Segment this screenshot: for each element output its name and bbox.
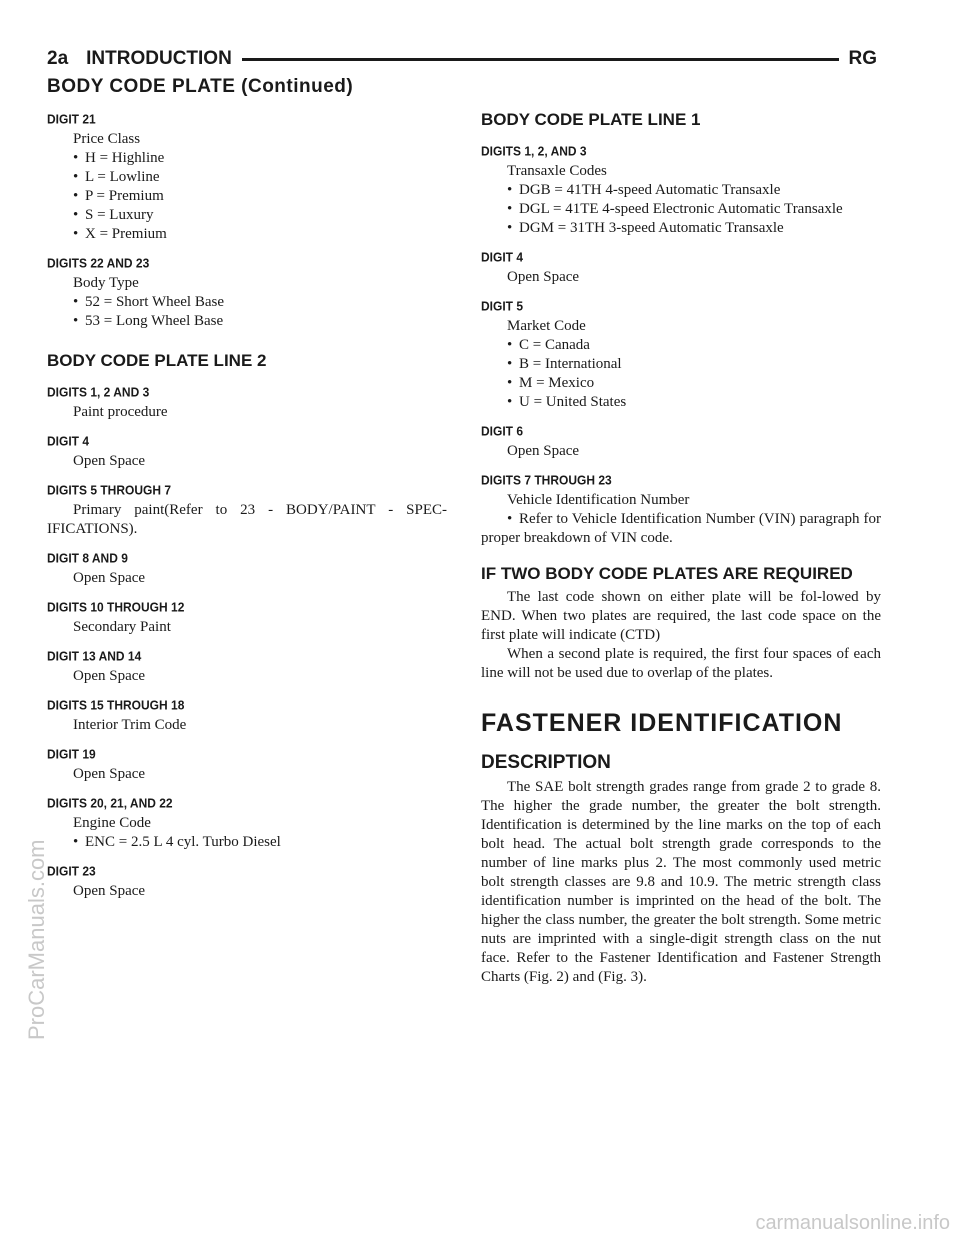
list-item: • S = Luxury [73, 207, 154, 223]
two-plates-paragraph-1: The last code shown on either plate will be fol-lowed by END. When two plates are required, the last code space on the first plate will indicate (CTD) [481, 589, 881, 643]
digit-21-text: Price Class [73, 131, 141, 147]
section-text: Open Space [507, 443, 580, 459]
section-text: Open Space [73, 570, 146, 586]
list-item: • DGL = 41TE 4-speed Electronic Automatic Transaxle [507, 201, 843, 217]
list-item: • M = Mexico [507, 375, 595, 391]
list-item: • DGM = 31TH 3-speed Automatic Transaxle [507, 220, 784, 236]
section-text: Primary paint(Refer to 23 - BODY/PAINT - SPEC-IFICATIONS). [47, 502, 447, 537]
list-item: • 53 = Long Wheel Base [73, 313, 224, 329]
list-item: • Refer to Vehicle Identification Number (VIN) paragraph for proper breakdown of VIN code. [481, 511, 881, 546]
section-text: Open Space [73, 453, 146, 469]
section-text: Paint procedure [73, 404, 168, 420]
list-item: • L = Lowline [73, 169, 160, 185]
digit-21-section [47, 112, 447, 244]
left-column [47, 110, 447, 901]
list-item: • B = International [507, 356, 622, 372]
digits-22-23-text: Body Type [73, 275, 139, 291]
list-item: • U = United States [507, 394, 627, 410]
side-watermark: ProCarManuals.com [24, 839, 49, 1040]
section-title: DIGIT 5 [481, 298, 524, 314]
section-text: Secondary Paint [73, 619, 171, 635]
section-text: Open Space [73, 766, 146, 782]
header-rule [242, 58, 839, 61]
section-title: DIGIT 8 AND 9 [47, 550, 128, 566]
section-text: Open Space [73, 668, 146, 684]
page-header [47, 44, 877, 74]
digits-22-23-section [47, 256, 447, 331]
section-text: Vehicle Identification Number [507, 492, 690, 508]
list-item: • 52 = Short Wheel Base [73, 294, 224, 310]
list-item: • X = Premium [73, 226, 167, 242]
section-title: DIGITS 5 THROUGH 7 [47, 482, 172, 498]
section-text: Market Code [507, 318, 586, 334]
list-item: • C = Canada [507, 337, 590, 353]
section-title: DIGITS 20, 21, AND 22 [47, 795, 173, 811]
two-plates-paragraph-2: When a second plate is required, the first four spaces of each line will not be used due to overlap of the plates. [481, 646, 881, 681]
page-number: 2a [47, 48, 69, 69]
list-item: • P = Premium [73, 188, 164, 204]
section-title: DIGITS 1, 2 AND 3 [47, 384, 150, 400]
list-item: • H = Highline [73, 150, 165, 166]
section-title: DIGIT 6 [481, 423, 524, 439]
right-column [481, 110, 881, 987]
section-title: DIGITS 1, 2, AND 3 [481, 143, 587, 159]
section-text: Open Space [73, 883, 146, 899]
fastener-identification-heading: FASTENER IDENTIFICATION [481, 709, 843, 737]
model-code: RG [848, 48, 877, 69]
line-2-heading: BODY CODE PLATE LINE 2 [47, 351, 267, 370]
section-title: DIGIT 4 [47, 433, 90, 449]
section-title: DIGIT 13 AND 14 [47, 648, 142, 664]
digits-22-23-title: DIGITS 22 AND 23 [47, 255, 150, 271]
continued-title: BODY CODE PLATE (Continued) [47, 76, 354, 97]
section-title: DIGITS 15 THROUGH 18 [47, 697, 185, 713]
section-text: Open Space [507, 269, 580, 285]
section-text: Engine Code [73, 815, 151, 831]
line-1-heading: BODY CODE PLATE LINE 1 [481, 110, 701, 129]
digit-21-title: DIGIT 21 [47, 111, 96, 127]
section-title: DIGIT 23 [47, 863, 96, 879]
description-heading: DESCRIPTION [481, 752, 611, 773]
section-title: INTRODUCTION [86, 48, 232, 69]
list-item: • ENC = 2.5 L 4 cyl. Turbo Diesel [73, 834, 281, 850]
bottom-watermark: carmanualsonline.info [755, 1212, 950, 1234]
section-title: DIGITS 10 THROUGH 12 [47, 599, 185, 615]
two-plates-heading: IF TWO BODY CODE PLATES ARE REQUIRED [481, 564, 853, 583]
section-text: Transaxle Codes [507, 163, 607, 179]
section-title: DIGITS 7 THROUGH 23 [481, 472, 612, 488]
section-title: DIGIT 4 [481, 249, 524, 265]
list-item: • DGB = 41TH 4-speed Automatic Transaxle [507, 182, 781, 198]
description-paragraph: The SAE bolt strength grades range from grade 2 to grade 8. The higher the grade number, the greater the bolt strength. Identification is determined by the line marks on the top of each bolt head. The actual bolt strength grade corresponds to the number of line marks plus 2. The most commonly used metric bolt strength classes are 9.8 and 10.9. The metric strength class identification number is imprinted on the head of the bolt. The higher the class number, the greater the bolt strength. Some metric nuts are imprinted with a single-digit strength class on the nut face. Refer to the Fastener Identification and Fastener Strength Charts (Fig. 2) and (Fig. 3). [481, 779, 881, 985]
section-title: DIGIT 19 [47, 746, 96, 762]
section-text: Interior Trim Code [73, 717, 187, 733]
